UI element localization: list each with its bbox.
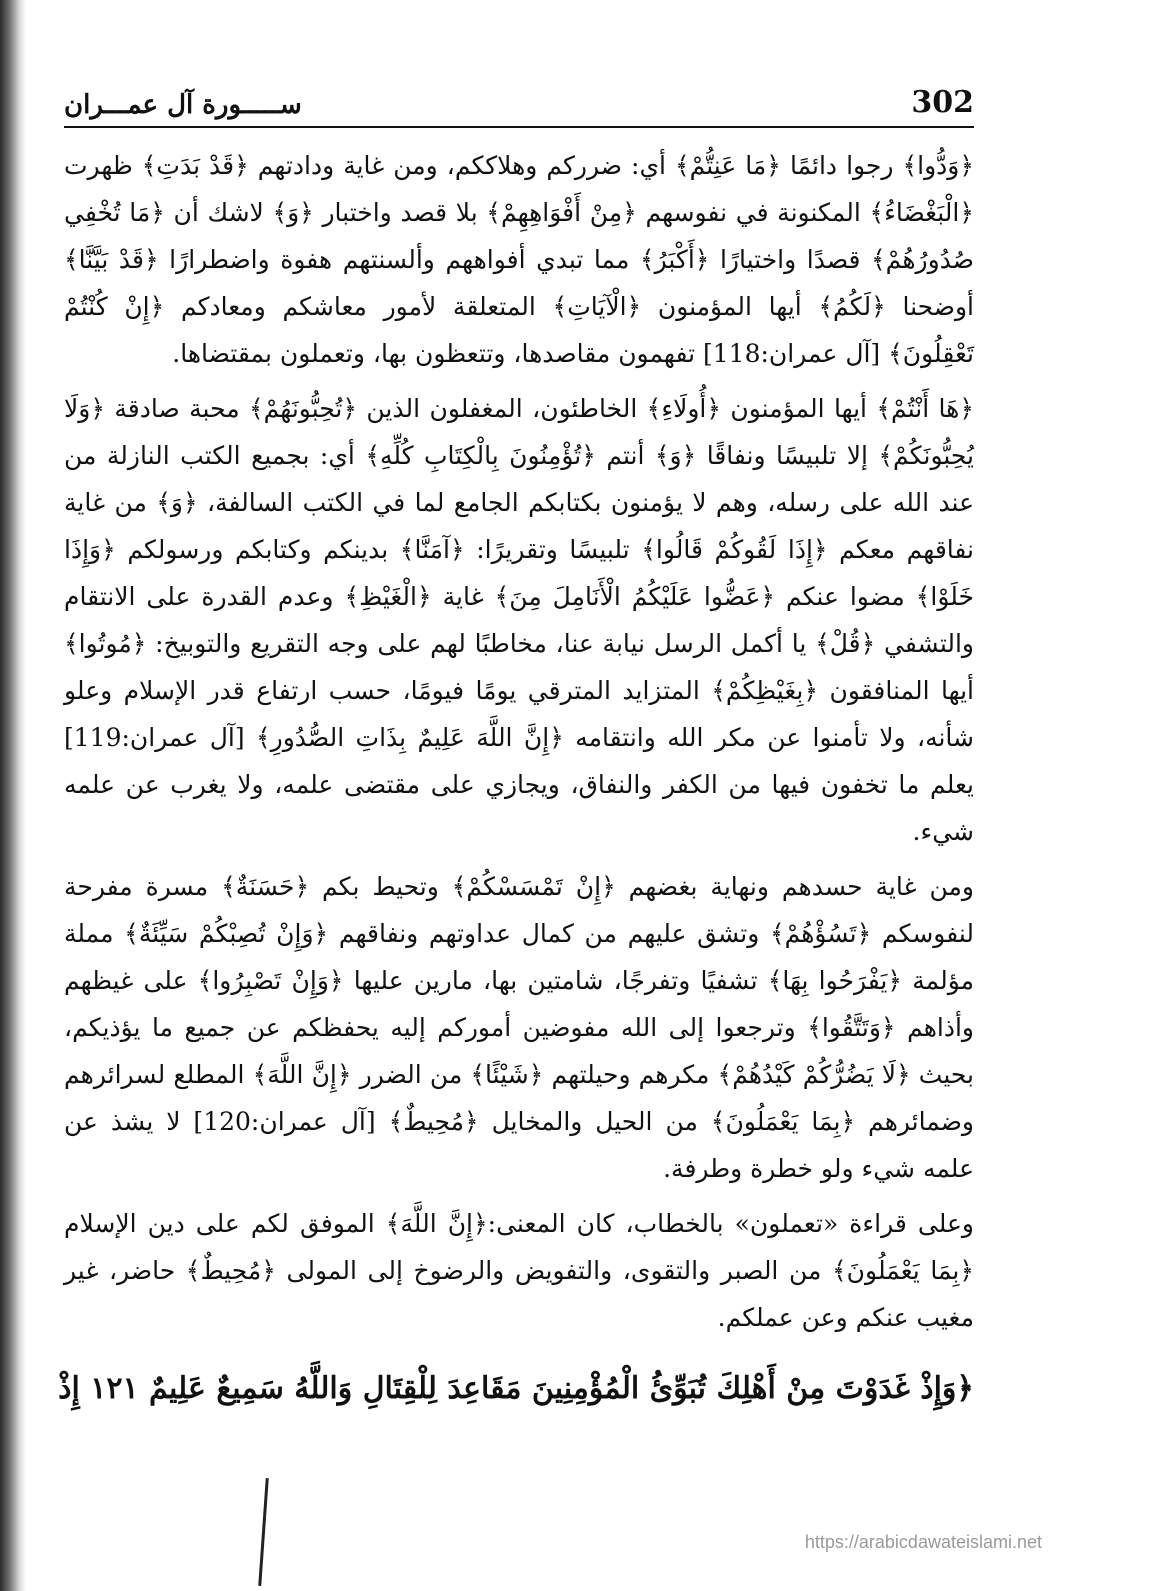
tafsir-paragraph-4: وعلى قراءة «تعملون» بالخطاب، كان المعنى:﴿إِنَّ اللَّهَ﴾ الموفق لكم على دين الإسلام ﴿بِمَا يَعْمَلُونَ﴾ من الصبر والتقوى، والتفويض والرضوخ إلى المولى ﴿مُحِيطٌ﴾ حاضر، غير مغيب عنكم وعن عملكم. [64, 1209, 974, 1332]
tafsir-paragraph-1: ﴿وَدُّوا﴾ رجوا دائمًا ﴿مَا عَنِتُّمْ﴾ أي: ضرركم وهلاككم، ومن غاية ودادتهم ﴿قَدْ بَدَتِ﴾ ظهرت ﴿الْبَغْضَاءُ﴾ المكنونة في نفوسهم ﴿مِنْ أَفْوَاهِهِمْ﴾ بلا قصد واختبار ﴿وَ﴾ لاشك أن ﴿مَا تُخْفِي صُدُورُهُمْ﴾ قصدًا واختيارًا ﴿أَكْبَرُ﴾ مما تبدي أفواههم وألسنتهم هفوة واضطرارًا ﴿قَدْ بَيَّنَّا﴾ أوضحنا ﴿لَكُمُ﴾ أيها المؤمنون ﴿الْآيَاتِ﴾ المتعلقة لأمور معاشكم ومعادكم ﴿إِنْ كُنْتُمْ تَعْقِلُونَ﴾ [آل عمران:118] تفهمون مقاصدها، وتتعظون بها، وتعملون بمقتضاها. [64, 151, 974, 368]
book-page [58, 72, 975, 1415]
surah-title: ســـــورة آل عمـــران [64, 90, 302, 120]
page-header [64, 72, 974, 128]
tafsir-paragraph-3: ومن غاية حسدهم ونهاية بغضهم ﴿إِنْ تَمْسَسْكُمْ﴾ وتحيط بكم ﴿حَسَنَةٌ﴾ مسرة مفرحة لنفوسكم ﴿تَسُؤْهُمْ﴾ وتشق عليهم من كمال عداوتهم ونفاقهم ﴿وَإِنْ تُصِبْكُمْ سَيِّئَةٌ﴾ مملة مؤلمة ﴿يَفْرَحُوا بِهَا﴾ تشفيًا وتفرجًا، شامتين بها، مارين عليها ﴿وَإِنْ تَصْبِرُوا﴾ على غيظهم وأذاهم ﴿وَتَتَّقُوا﴾ وترجعوا إلى الله مفوضين أموركم إليه يحفظكم عن جميع ما يؤذيكم، بحيث ﴿لَا يَضُرُّكُمْ كَيْدُهُمْ﴾ مكرهم وحيلتهم ﴿شَيْئًا﴾ من الضرر ﴿إِنَّ اللَّهَ﴾ المطلع لسرائرهم وضمائرهم ﴿بِمَا يَعْمَلُونَ﴾ من الحيل والمخايل ﴿مُحِيطٌ﴾ [آل عمران:120] لا يشذ عن علمه شيء ولو خطرة وطرفة. [64, 872, 975, 1183]
pen-mark-line [258, 1478, 269, 1586]
quran-verse-line: ﴿وَإِذْ غَدَوْتَ مِنْ أَهْلِكَ تُبَوِّئُ الْمُؤْمِنِينَ مَقَاعِدَ لِلْقِتَالِ وَاللَّهُ سَمِيعٌ عَلِيمٌ ١٢١ إِذْ [58, 1371, 974, 1406]
scan-shadow-edge [0, 0, 26, 1591]
watermark-url: https://arabicdawateislami.net [804, 1532, 1042, 1552]
page-number: 302 [911, 85, 974, 120]
tafsir-paragraph-2: ﴿هَا أَنْتُمْ﴾ أيها المؤمنون ﴿أُولَاءِ﴾ الخاطئون، المغفلون الذين ﴿تُحِبُّونَهُمْ﴾ محبة صادقة ﴿وَلَا يُحِبُّونَكُمْ﴾ إلا تلبيسًا ونفاقًا ﴿وَ﴾ أنتم ﴿تُؤْمِنُونَ بِالْكِتَابِ كُلِّهِ﴾ أي: بجميع الكتب النازلة من عند الله على رسله، وهم لا يؤمنون بكتابكم الجامع لما في الكتب السالفة، ﴿وَ﴾ من غاية نفاقهم معكم ﴿إِذَا لَقُوكُمْ قَالُوا﴾ تلبيسًا وتقريرًا: ﴿آمَنَّا﴾ بدينكم وكتابكم ورسولكم ﴿وَإِذَا خَلَوْا﴾ مضوا عنكم ﴿عَضُّوا عَلَيْكُمُ الْأَنَامِلَ مِنَ﴾ غاية ﴿الْغَيْظِ﴾ وعدم القدرة على الانتقام والتشفي ﴿قُلْ﴾ يا أكمل الرسل نيابة عنا، مخاطبًا لهم على وجه التقريع والتوبيخ: ﴿مُوتُوا﴾ أيها المنافقون ﴿بِغَيْظِكُمْ﴾ المتزايد المترقي يومًا فيومًا، حسب ارتفاع قدر الإسلام وعلو شأنه، ولا تأمنوا عن مكر الله وانتقامه ﴿إِنَّ اللَّهَ عَلِيمٌ بِذَاتِ الصُّدُورِ﴾ [آل عمران:119] يعلم ما تخفون فيها من الكفر والنفاق، ويجازي على مقتضى علمه، ولا يغرب عن علمه شيء. [64, 394, 975, 846]
